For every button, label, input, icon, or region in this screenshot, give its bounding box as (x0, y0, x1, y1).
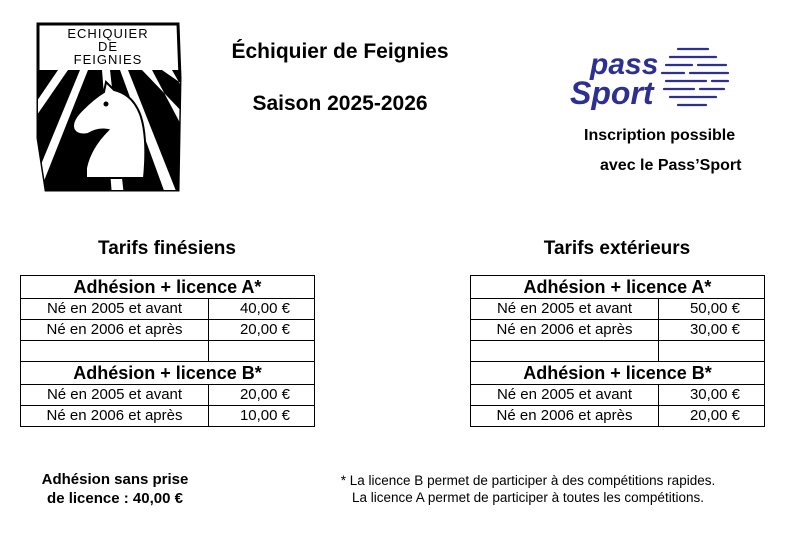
pass-sport-logo (566, 44, 736, 110)
external-rates-title: Tarifs extérieurs (543, 238, 691, 259)
row-label: Né en 2005 et avant (21, 385, 209, 406)
row-price: 40,00 € (209, 299, 315, 320)
svg-text:Sport: Sport (570, 75, 654, 110)
licence-notes (318, 472, 738, 506)
local-rates-table (20, 275, 315, 427)
no-licence-price (20, 470, 210, 508)
table-row (471, 299, 765, 320)
svg-text:ECHIQUIER: ECHIQUIER (67, 26, 149, 41)
empty-row (471, 341, 765, 362)
licence-a-header: Adhésion + licence A* (21, 276, 315, 299)
note-licence-b: * La licence B permet de participer à des compétitions rapides. (340, 473, 716, 488)
row-label: Né en 2005 et avant (21, 299, 209, 320)
row-price: 30,00 € (659, 320, 765, 341)
season-title: Saison 2025-2026 (252, 92, 428, 115)
empty-row (21, 341, 315, 362)
external-rates-table (470, 275, 765, 427)
pass-sport-note-line1: Inscription possible (584, 127, 736, 144)
row-price: 30,00 € (659, 385, 765, 406)
note-licence-a: La licence A permet de participer à toutes les compétitions. (352, 490, 704, 505)
row-price: 20,00 € (659, 406, 765, 427)
table-row (21, 320, 315, 341)
local-rates-title: Tarifs finésiens (98, 238, 236, 259)
pass-sport-note-line2: avec le Pass’Sport (600, 157, 742, 174)
table-header-row (21, 362, 315, 385)
row-price: 20,00 € (209, 320, 315, 341)
row-label: Né en 2006 et après (21, 406, 209, 427)
svg-text:pass: pass (590, 48, 659, 81)
no-licence-line2: de licence : 40,00 € (47, 490, 183, 507)
svg-text:FEIGNIES: FEIGNIES (73, 52, 143, 67)
table-header-row (471, 362, 765, 385)
club-logo (28, 18, 188, 196)
table-header-row (21, 276, 315, 299)
row-price: 20,00 € (209, 385, 315, 406)
table-row (21, 385, 315, 406)
row-label: Né en 2006 et après (21, 320, 209, 341)
club-title: Échiquier de Feignies (231, 40, 449, 63)
row-label: Né en 2005 et avant (471, 299, 659, 320)
licence-a-header: Adhésion + licence A* (471, 276, 765, 299)
table-row (471, 385, 765, 406)
licence-b-header: Adhésion + licence B* (471, 362, 765, 385)
table-row (21, 406, 315, 427)
licence-b-header: Adhésion + licence B* (21, 362, 315, 385)
table-row (471, 320, 765, 341)
row-price: 10,00 € (209, 406, 315, 427)
table-row (21, 299, 315, 320)
row-label: Né en 2005 et avant (471, 385, 659, 406)
table-header-row (471, 276, 765, 299)
table-row (471, 406, 765, 427)
row-label: Né en 2006 et après (471, 320, 659, 341)
no-licence-line1: Adhésion sans prise (41, 471, 189, 488)
row-price: 50,00 € (659, 299, 765, 320)
svg-text:DE: DE (97, 39, 119, 54)
row-label: Né en 2006 et après (471, 406, 659, 427)
